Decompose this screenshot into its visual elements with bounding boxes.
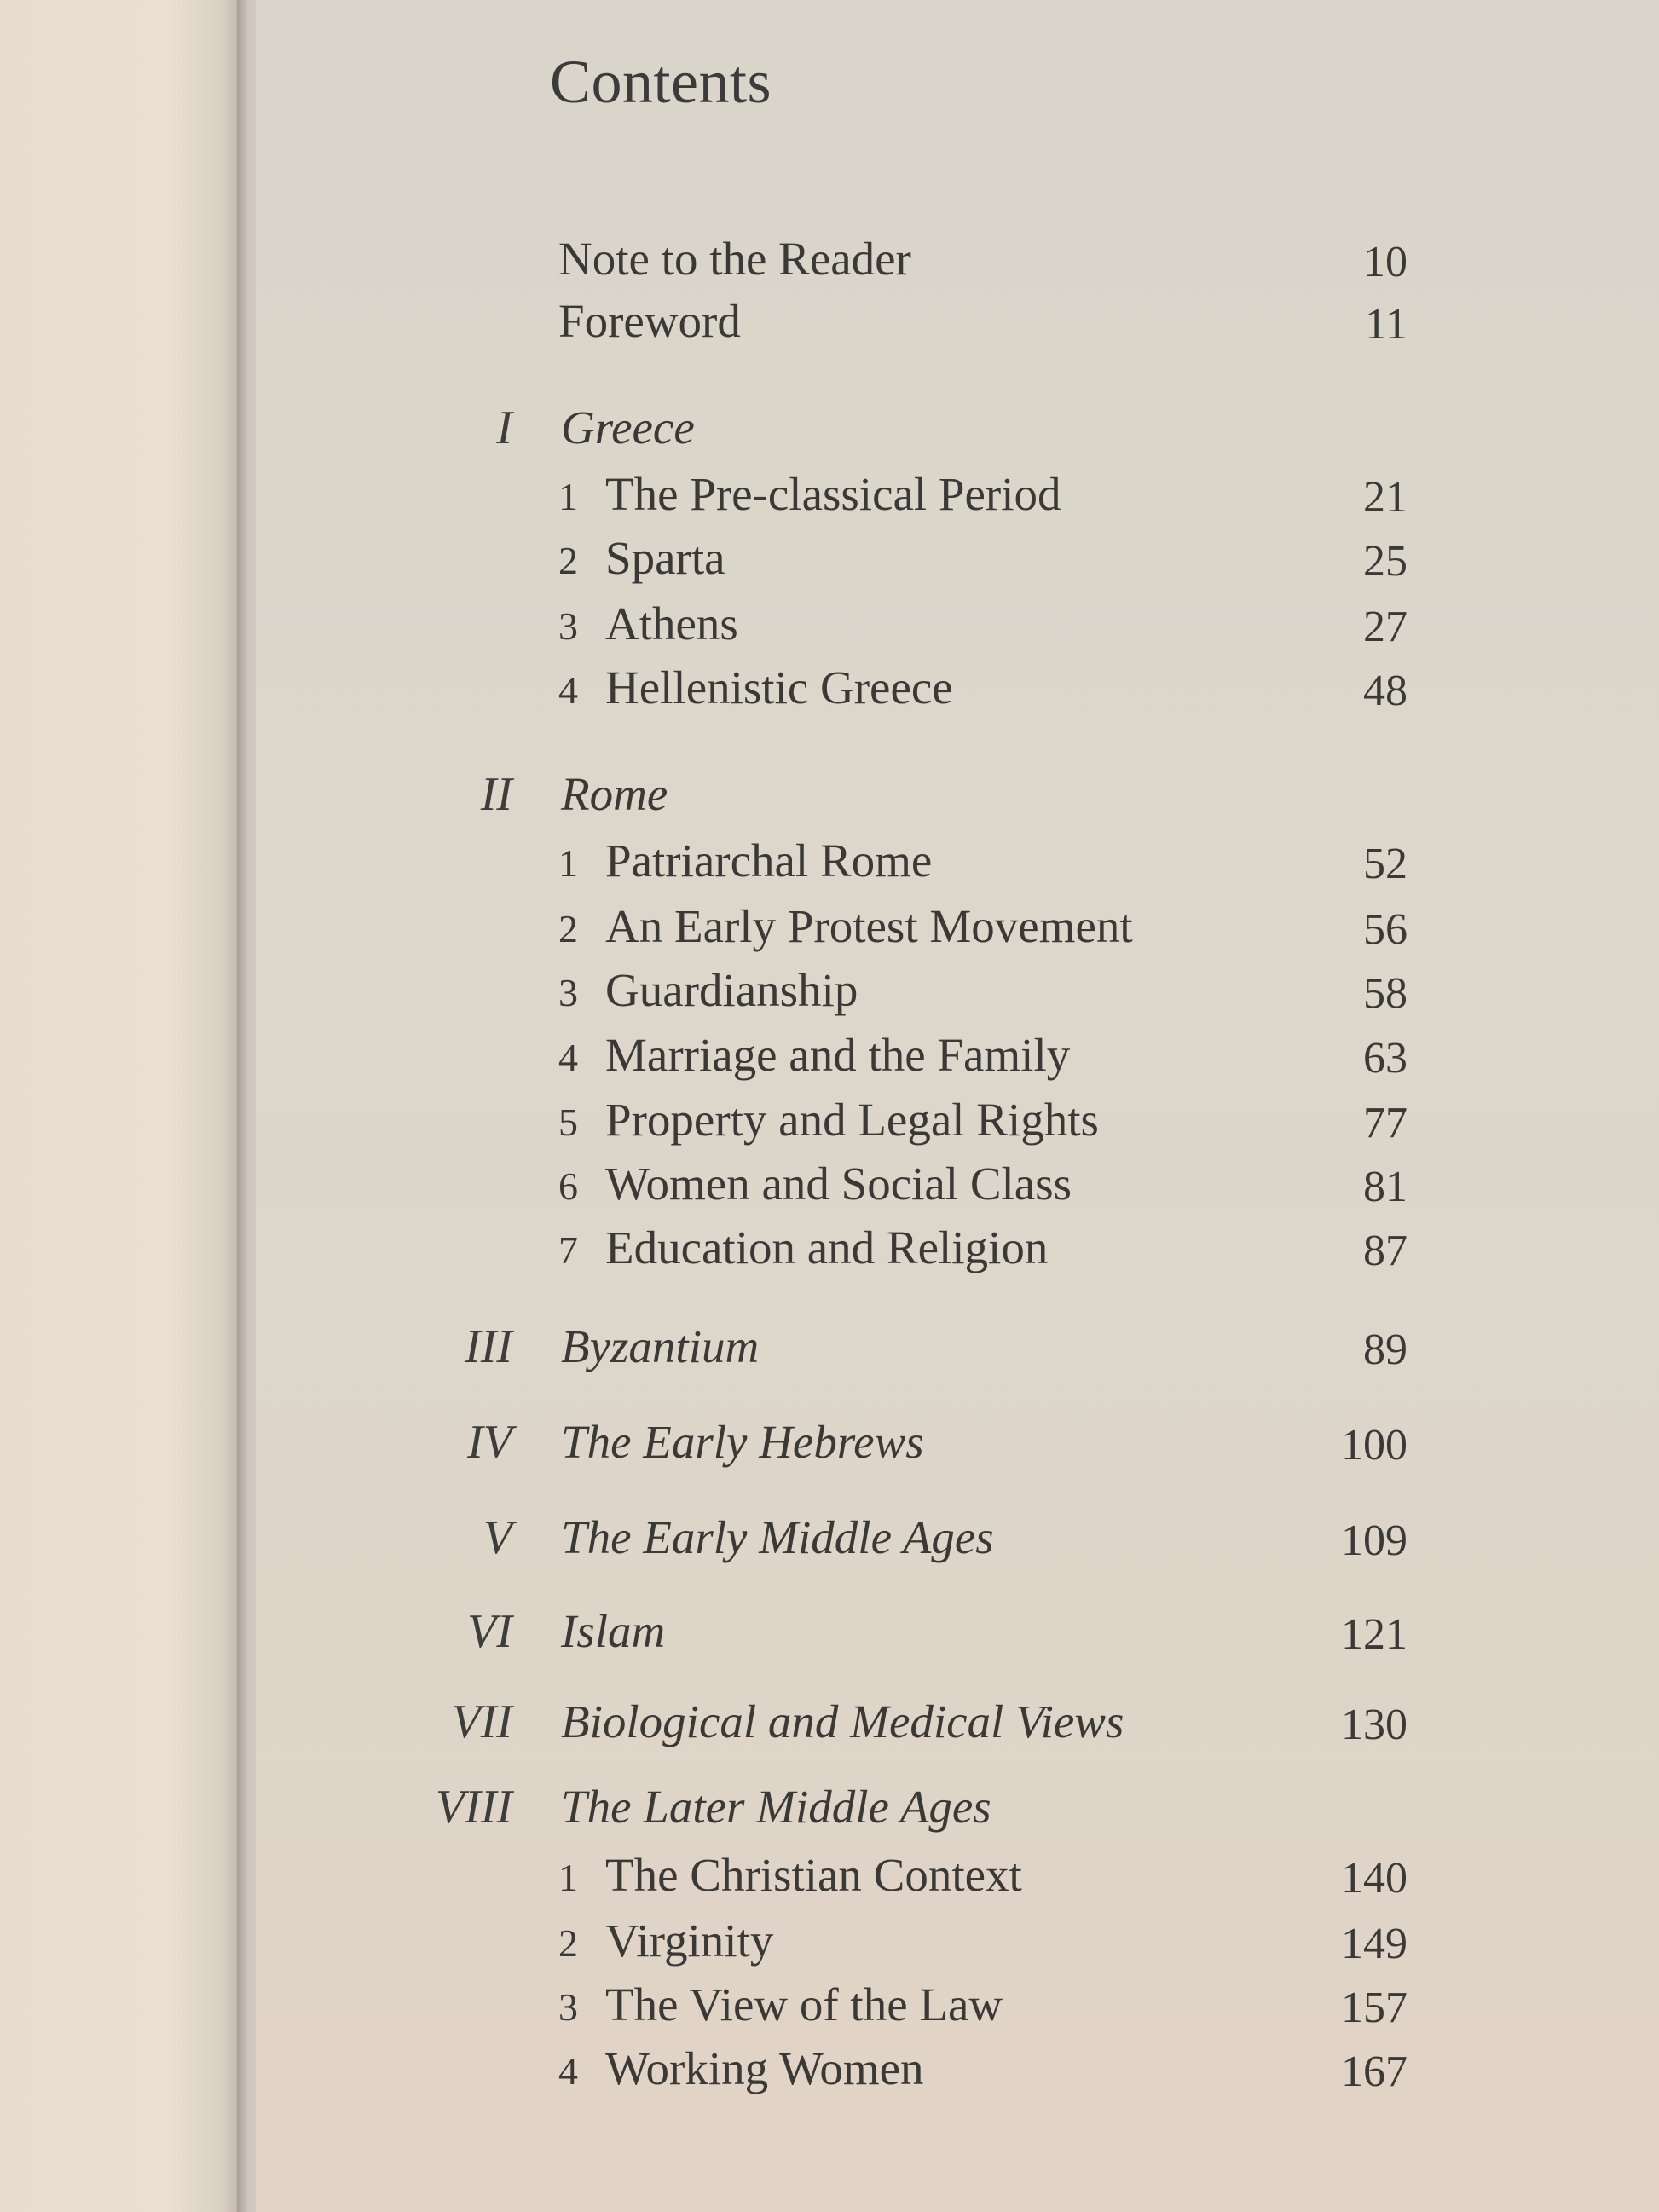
chapter-title: The Pre-classical Period — [605, 468, 1061, 520]
toc-page-number: 63 — [1363, 1034, 1408, 1083]
toc-part-early-middle-ages — [0, 1510, 1659, 1570]
part-numeral: II — [480, 768, 512, 821]
toc-page-number: 157 — [1341, 1984, 1408, 2032]
toc-page-number: 52 — [1363, 840, 1408, 888]
toc-page-number: 56 — [1363, 905, 1408, 954]
part-title: Islam — [561, 1605, 666, 1657]
toc-chapter — [0, 1914, 1659, 1973]
toc-page-number: 81 — [1363, 1163, 1408, 1211]
part-numeral: VIII — [435, 1781, 512, 1834]
chapter-number: 4 — [558, 2049, 578, 2093]
toc-chapter — [0, 1221, 1659, 1280]
chapter-title: The Christian Context — [605, 1849, 1022, 1901]
toc-page-number: 167 — [1341, 2047, 1408, 2096]
part-title: Biological and Medical Views — [561, 1695, 1124, 1747]
part-numeral: I — [496, 401, 512, 454]
toc-page-number: 130 — [1341, 1701, 1408, 1749]
chapter-title: Hellenistic Greece — [605, 661, 953, 713]
page-title: Contents — [550, 48, 772, 116]
toc-chapter — [0, 899, 1659, 959]
toc-page-number: 89 — [1363, 1325, 1408, 1374]
toc-part-islam — [0, 1604, 1659, 1664]
part-numeral: III — [465, 1320, 512, 1373]
chapter-number: 6 — [558, 1164, 578, 1208]
chapter-number: 1 — [558, 1856, 578, 1899]
toc-page-number: 109 — [1341, 1516, 1408, 1565]
chapter-title: Virginity — [605, 1915, 774, 1967]
toc-entry-foreword — [0, 294, 1659, 354]
chapter-number: 2 — [558, 539, 578, 582]
chapter-number: 4 — [558, 668, 578, 712]
toc-page-number: 121 — [1341, 1610, 1408, 1659]
chapter-number: 1 — [558, 841, 578, 885]
chapter-title: Guardianship — [605, 964, 858, 1016]
part-title: Rome — [561, 768, 668, 820]
part-title: Greece — [561, 401, 695, 453]
chapter-title: Marriage and the Family — [605, 1029, 1071, 1081]
chapter-number: 3 — [558, 1985, 578, 2029]
chapter-title: The View of the Law — [605, 1978, 1003, 2030]
toc-chapter — [0, 661, 1659, 720]
chapter-number: 4 — [558, 1036, 578, 1079]
toc-part-rome — [0, 767, 1659, 827]
toc-chapter — [0, 1978, 1659, 2037]
chapter-number: 1 — [558, 475, 578, 518]
toc-page-number: 11 — [1364, 300, 1408, 349]
toc-page-number: 149 — [1341, 1920, 1408, 1968]
chapter-number: 7 — [558, 1228, 578, 1272]
toc-page-number: 140 — [1341, 1854, 1408, 1903]
toc-part-biological-medical-views — [0, 1695, 1659, 1754]
part-title: The Later Middle Ages — [561, 1781, 991, 1833]
toc-entry-title: Note to the Reader — [558, 233, 911, 285]
chapter-title: Women and Social Class — [605, 1158, 1072, 1210]
chapter-title: Sparta — [605, 532, 725, 584]
toc-page-number: 48 — [1363, 667, 1408, 715]
toc-chapter — [0, 963, 1659, 1023]
chapter-title: Patriarchal Rome — [605, 835, 933, 887]
toc-page-number: 25 — [1363, 537, 1408, 586]
toc-page-number: 77 — [1363, 1099, 1408, 1147]
part-numeral: V — [483, 1511, 512, 1564]
toc-chapter — [0, 1157, 1659, 1216]
toc-part-later-middle-ages — [0, 1780, 1659, 1839]
part-title: Byzantium — [561, 1320, 760, 1372]
toc-chapter — [0, 467, 1659, 527]
toc-page-number: 21 — [1363, 473, 1408, 522]
chapter-title: Education and Religion — [605, 1222, 1049, 1273]
toc-chapter — [0, 834, 1659, 893]
chapter-title: Working Women — [605, 2042, 924, 2094]
chapter-number: 3 — [558, 971, 578, 1014]
chapter-title: An Early Protest Movement — [605, 900, 1133, 952]
toc-page-number: 58 — [1363, 969, 1408, 1018]
toc-chapter — [0, 1028, 1659, 1088]
toc-chapter — [0, 1848, 1659, 1908]
part-title: The Early Hebrews — [561, 1416, 924, 1468]
toc-page-number: 10 — [1363, 238, 1408, 286]
toc-page-number: 87 — [1363, 1227, 1408, 1275]
toc-part-byzantium — [0, 1320, 1659, 1379]
part-numeral: VI — [467, 1605, 512, 1658]
part-numeral: IV — [467, 1416, 512, 1469]
chapter-number: 3 — [558, 604, 578, 648]
toc-page-number: 27 — [1363, 603, 1408, 651]
chapter-number: 2 — [558, 1921, 578, 1965]
toc-chapter — [0, 597, 1659, 656]
chapter-number: 2 — [558, 907, 578, 950]
part-title: The Early Middle Ages — [561, 1511, 994, 1563]
toc-chapter — [0, 531, 1659, 591]
toc-entry-title: Foreword — [558, 295, 741, 347]
toc-part-greece — [0, 401, 1659, 460]
chapter-title: Property and Legal Rights — [605, 1094, 1099, 1146]
toc-part-early-hebrews — [0, 1415, 1659, 1475]
toc-entry-note-to-reader — [0, 232, 1659, 292]
toc-page-number: 100 — [1341, 1421, 1408, 1470]
part-numeral: VII — [451, 1695, 512, 1748]
chapter-title: Athens — [605, 598, 738, 650]
toc-chapter — [0, 2042, 1659, 2101]
chapter-number: 5 — [558, 1100, 578, 1144]
toc-chapter — [0, 1093, 1659, 1152]
